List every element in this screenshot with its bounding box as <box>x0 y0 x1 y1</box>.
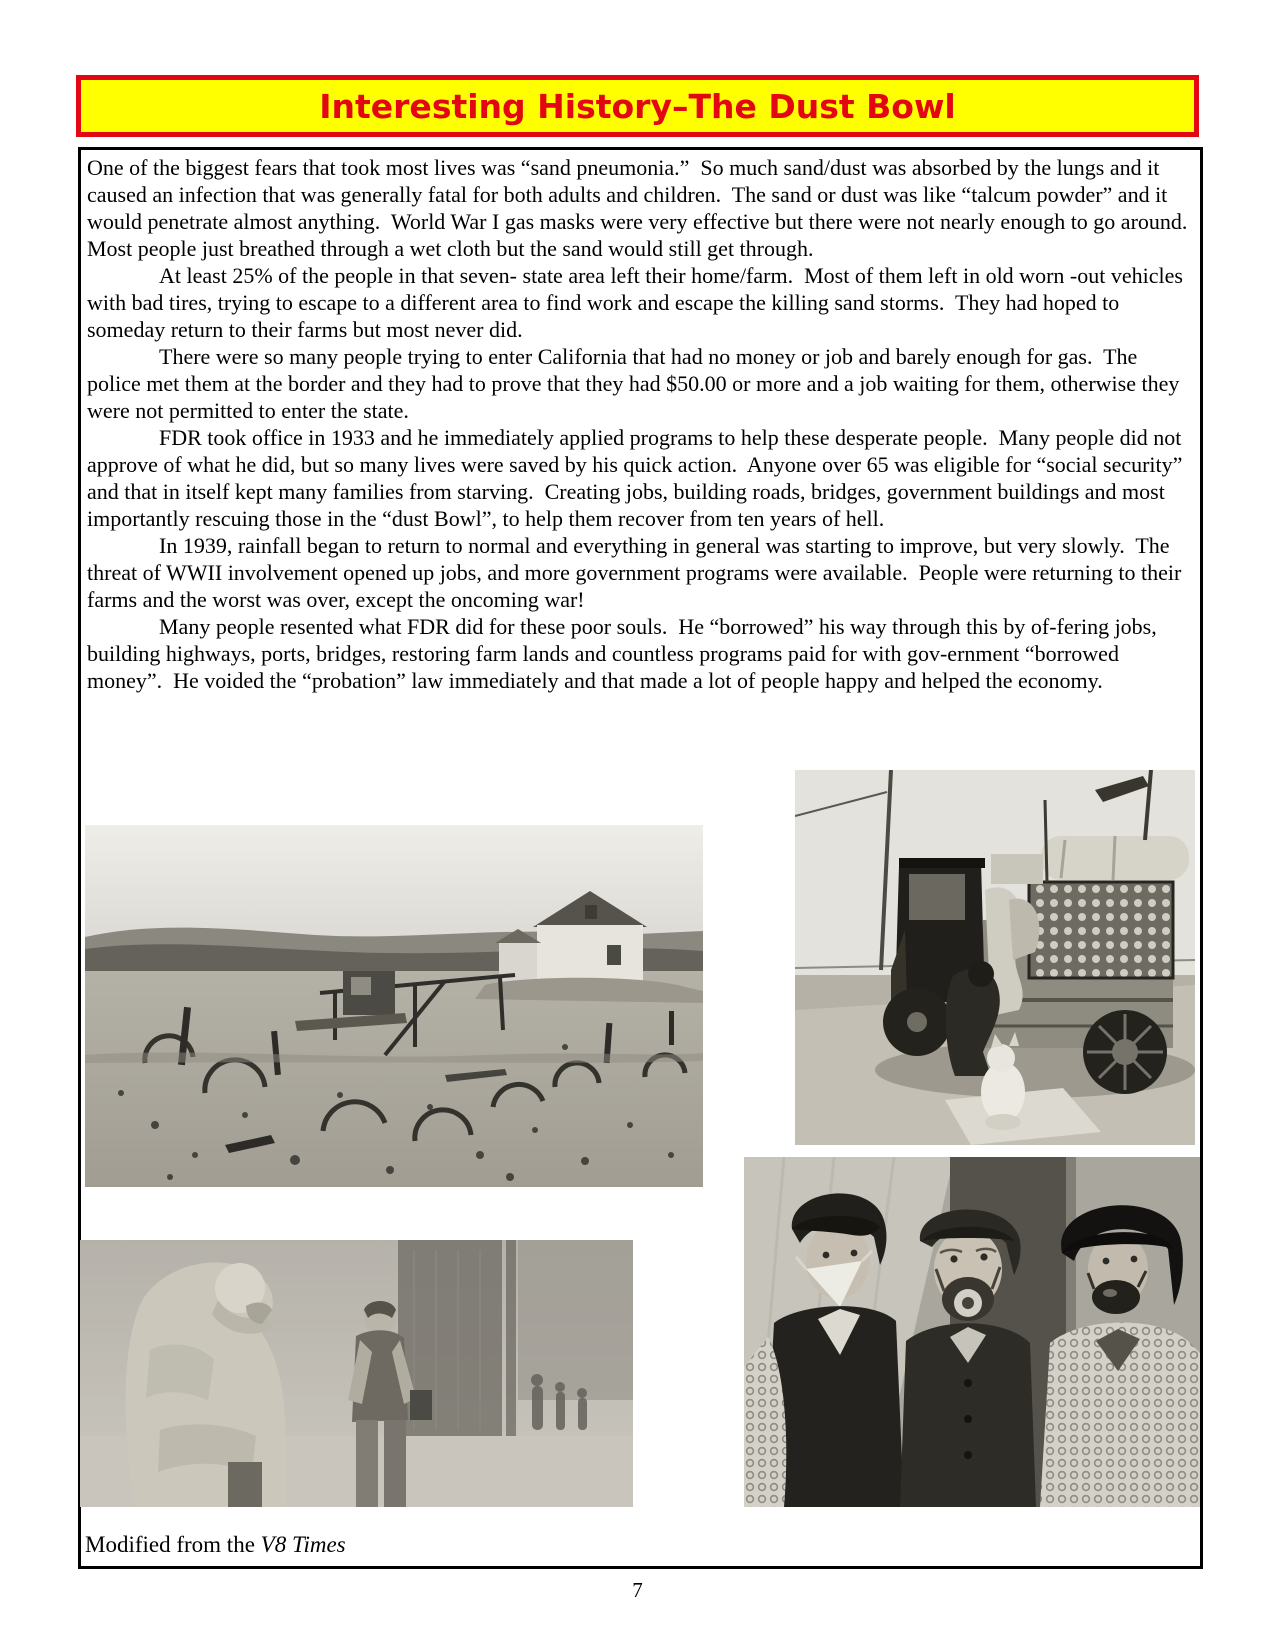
credit-line <box>85 1532 346 1558</box>
right-woman <box>1040 1205 1200 1507</box>
credit-source: V8 Times <box>260 1532 346 1557</box>
body-paragraph: Many people resented what FDR did for these poor souls. He “borrowed” his way through this by of-fering jobs, building highways, ports, bridges, restoring farm lands and countless programs paid for with gov-ernment “borrowed money”. He voided the “probation” law immediately and that made a lot of people happy and helped the economy. <box>87 614 1163 693</box>
article-text <box>81 150 1200 694</box>
dust-masks-photo <box>744 1157 1200 1507</box>
page-number: 7 <box>632 1578 643 1602</box>
migrant-truck-photo <box>795 770 1195 1145</box>
body-paragraph: In 1939, rainfall began to return to normal and everything in general was starting to improve, but very slowly. The threat of WWII involvement opened up jobs, and more government programs were available. People were returning to their farms and the worst was over, except the oncoming war! <box>87 533 1187 612</box>
body-paragraph: One of the biggest fears that took most lives was “sand pneumonia.” So much sand/dust was absorbed by the lungs and it caused an infection that was generally fatal for both adults and children. The sand or dust was like “talcum powder” and it would penetrate almost anything. World War I gas masks were very effective but there were not nearly enough to go around. Most people just breathed through a wet cloth but the sand would still get through. <box>87 155 1199 261</box>
credit-text: Modified from the <box>85 1532 261 1557</box>
body-paragraph: At least 25% of the people in that seven- state area left their home/farm. Most of them left in old worn -out vehicles with bad tires, trying to escape to a different area to find work and escape the killing sand storms. They had hoped to someday return to their farms but most never did. <box>87 263 1189 342</box>
buried-farm-photo <box>85 825 703 1187</box>
title-banner <box>76 75 1199 137</box>
body-paragraph: FDR took office in 1933 and he immediately applied programs to help these desperate people. Many people did not approve of what he did, but so many lives were saved by his quick action. Anyone over 65 was eligible for “social security” and that in itself kept many families from starving. Creating jobs, building roads, bridges, government buildings and most importantly rescuing those in the “dust Bowl”, to help them recover from ten years of hell. <box>87 425 1188 531</box>
page-title: Interesting History–The Dust Bowl <box>319 86 956 126</box>
dust-covered-man-photo <box>80 1240 633 1507</box>
body-paragraph: There were so many people trying to enter California that had no money or job and barely enough for gas. The police met them at the border and they had to prove that they had $50.00 or more and a job waiting for them, otherwise they were not permitted to enter the state. <box>87 344 1185 423</box>
